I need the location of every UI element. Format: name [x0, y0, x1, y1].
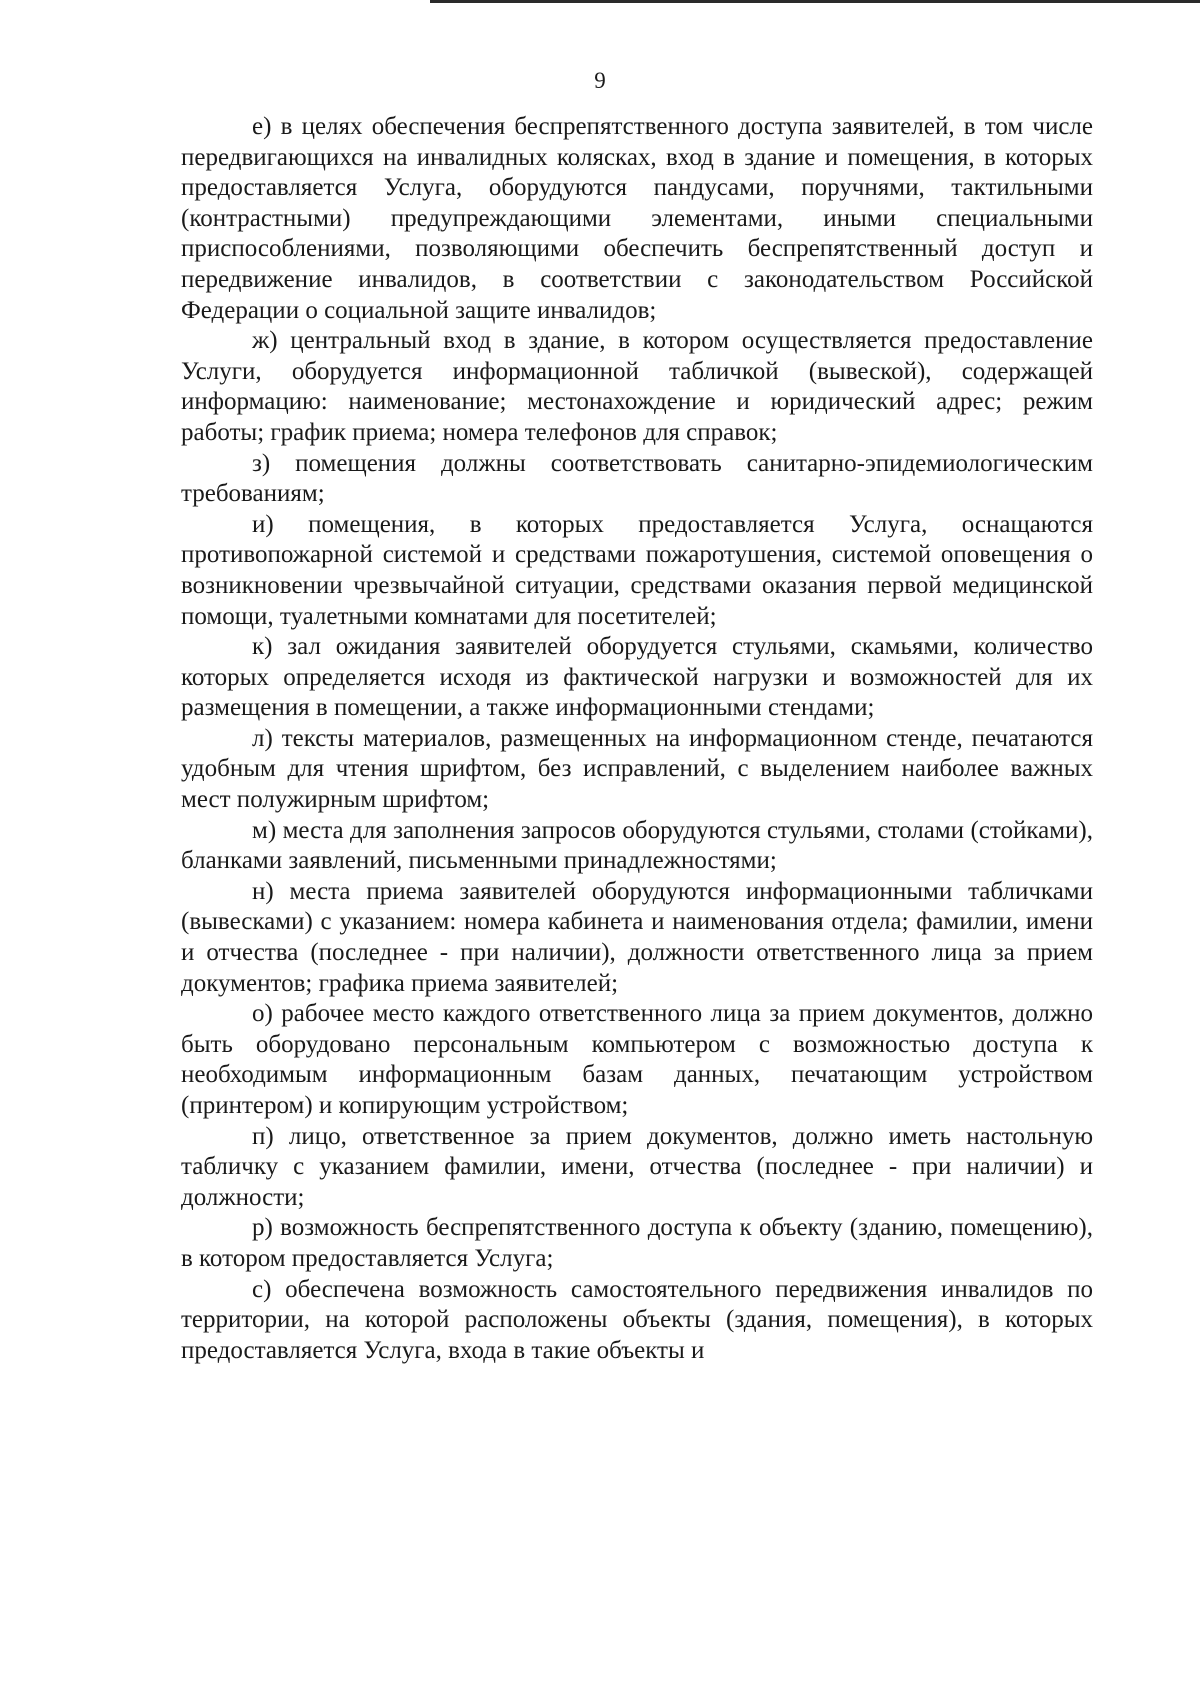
paragraph-e: е) в целях обеспечения беспрепятственного доступа заявителей, в том числе передвигающихся на инвалидных колясках, вход в здание и помещения, в которых предоставляется Услуга, оборудуются пандусами, поручнями, тактильными (контрастными) предупреждающими элементами, иными специальными приспособлениями, позволяющими обеспечить беспрепятственный доступ и передвижение инвалидов, в соответствии с законодательством Российской Федерации о социальной защите инвалидов;	[181, 113, 1093, 324]
page-number: 9	[594, 68, 606, 93]
paragraph-l: л) тексты материалов, размещенных на информационном стенде, печатаются удобным для чтения шрифтом, без исправлений, с выделением наиболее важных мест полужирным шрифтом;	[181, 724, 1093, 814]
paragraph-n: н) места приема заявителей оборудуются информационными табличками (вывесками) с указанием: номера кабинета и наименования отдела; фамилии, имени и отчества (последнее - при наличии), должности ответственного лица за прием документов; графика приема заявителей;	[181, 877, 1093, 997]
paragraph-r: р) возможность беспрепятственного доступа к объекту (зданию, помещению), в котором предоставляется Услуга;	[181, 1214, 1093, 1272]
paragraph-z: з) помещения должны соответствовать санитарно-эпидемиологическим требованиям;	[181, 449, 1093, 508]
paragraph-o: о) рабочее место каждого ответственного лица за прием документов, должно быть оборудовано персональным компьютером с возможностью доступа к необходимым информационным базам данных, печатающим устройством (принтером) и копирующим устройством;	[181, 1000, 1093, 1119]
paragraph-m: м) места для заполнения запросов оборудуются стульями, столами (стойками), бланками заявлений, письменными принадлежностями;	[181, 816, 1093, 875]
scan-edge-line	[430, 0, 1200, 3]
paragraph-zh: ж) центральный вход в здание, в котором осуществляется предоставление Услуги, оборудуется информационной табличкой (вывеской), содержащей информацию: наименование; местонахождение и юридический адрес; режим работы; график приема; номера телефонов для справок;	[181, 327, 1093, 446]
paragraph-p: п) лицо, ответственное за прием документов, должно иметь настольную табличку с указанием фамилии, имени, отчества (последнее - при наличии) и должности;	[181, 1122, 1093, 1211]
document-body	[181, 112, 1093, 1366]
paragraph-i: и) помещения, в которых предоставляется Услуга, оснащаются противопожарной системой и средствами пожаротушения, системой оповещения о возникновении чрезвычайной ситуации, средствами оказания первой медицинской помощи, туалетными комнатами для посетителей;	[181, 510, 1093, 630]
paragraph-s: с) обеспечена возможность самостоятельного передвижения инвалидов по территории, на которой расположены объекты (здания, помещения), в которых предоставляется Услуга, входа в такие объекты и	[181, 1275, 1093, 1364]
paragraph-k: к) зал ожидания заявителей оборудуется стульями, скамьями, количество которых определяется исходя из фактической нагрузки и возможностей для их размещения в помещении, а также информационными стендами;	[181, 633, 1093, 722]
